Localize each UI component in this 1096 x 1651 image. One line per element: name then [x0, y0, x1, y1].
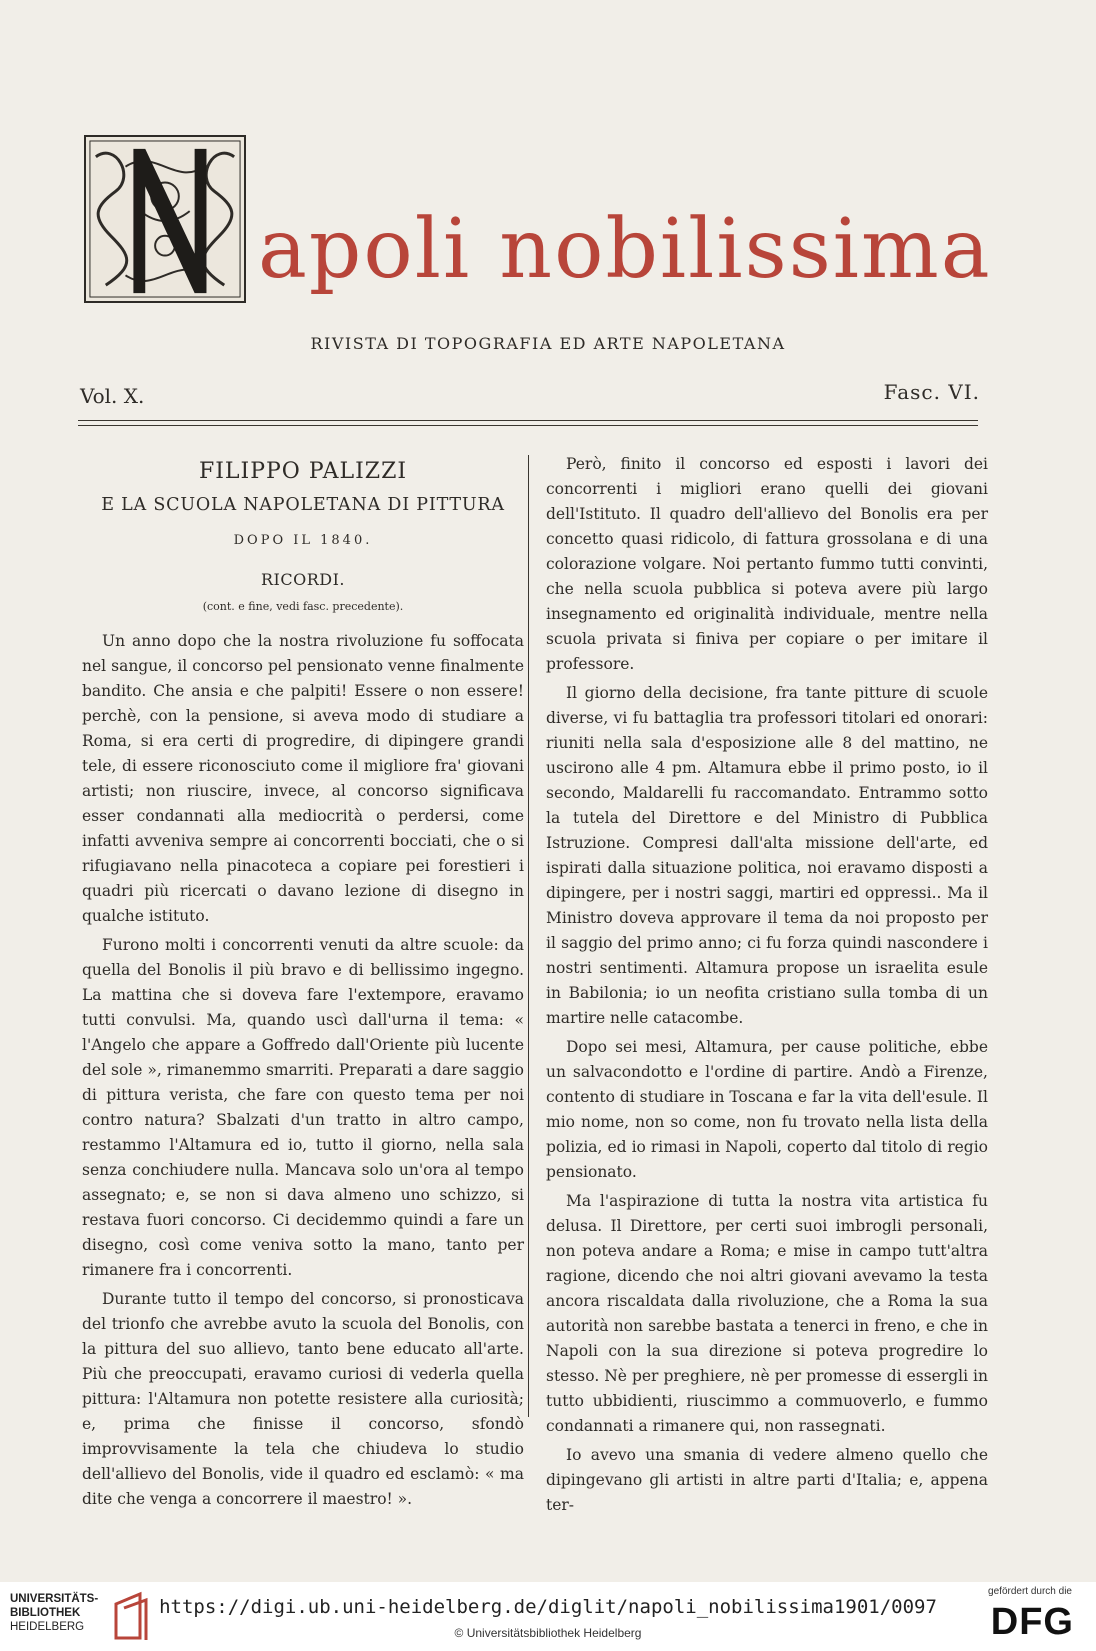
paragraph: Ma l'aspirazione di tutta la nostra vita artistica fu delusa. Il Direttore, per certi suoi imbrogli personali, non poteva andare a Roma; e mise in campo tutt'altra ragione, dicendo che noi altri giovani avevamo la testa ancora riscaldata dalla rivoluzione, che a Roma la sua autorità non sarebbe bastata a tenerci in freno, e che in Napoli con la sua direzione si poteva progredire lo stesso. Nè per preghiere, nè per promesse di essergli in tutto ubbidienti, riuscimmo a commuoverlo, e fummo condannati a rimanere qui, non rassegnati. [546, 1192, 988, 1435]
journal-title: apoli nobilissima [258, 202, 992, 297]
paragraph: Dopo sei mesi, Altamura, per cause politiche, ebbe un salvacondotto e l'ordine di partire. Andò a Firenze, contento di studiare in Toscana e far la vita dell'esule. Il mio nome, non so come, non fu trovato nella lista della polizia, ed io rimasi in Napoli, coperto dal titolo di regio pensionato. [546, 1038, 988, 1181]
article-subtitle: E LA SCUOLA NAPOLETANA DI PITTURA [101, 495, 505, 515]
left-column [82, 452, 524, 1516]
header-rule-bottom [78, 425, 978, 426]
institution-line: BIBLIOTHEK [10, 1607, 81, 1619]
institution-line: UNIVERSITÄTS- [10, 1593, 99, 1605]
article-date: DOPO IL 1840. [233, 533, 373, 548]
right-column [546, 452, 988, 1522]
decorated-initial-n [84, 135, 246, 303]
paragraph: Il giorno della decisione, fra tante pitture di scuole diverse, vi fu battaglia tra professori titolari ed onorari: riuniti nella sala d'esposizione alle 8 del mattino, ne uscirono alle 4 pm. Altamura ebbe il primo posto, io il secondo, Maldarelli fu raccomandato. Entrammo sotto la tutela del Direttore e del Ministro di Pubblica Istruzione. Compresi dall'alta missione dell'arte, ed ispirati dalla situazione politica, noi eravamo disposti a dipingere, per i nostri saggi, martiri ed oppressi.. Ma il Ministro doveva approvare il tema da noi proposto per il saggio del primo anno; ci fu forza quindi nascondere i nostri sentimenti. Altamura propose un israelita esule in Babilonia; io un neofita cristiano sulla tomba di un martire nelle catacombe. [546, 684, 988, 1027]
copyright-notice: © Universitätsbibliothek Heidelberg [454, 1626, 642, 1640]
volume-label: Vol. X. [80, 384, 145, 408]
institution-line: HEIDELBERG [10, 1621, 85, 1633]
funder-caption: gefördert durch die [988, 1586, 1072, 1597]
paragraph: Un anno dopo che la nostra rivoluzione fu soffocata nel sangue, il concorso pel pensionato venne finalmente bandito. Che ansia e che palpiti! Essere o non essere! perchè, con la pensione, si aveva modo di studiare a Roma, si era certi di progredire, di dipingere grandi tele, di essere riconosciuto come il migliore fra' giovani artisti; non riuscire, invece, al concorso significava esser condannati alla mediocrità o perdersi, come infatti avveniva sempre ai concorrenti bocciati, che o si rifugiavano nella pinacoteca a copiare pei forestieri i quadri più ricercati o davano lezione di disegno in qualche istituto. [82, 632, 524, 925]
paragraph: Furono molti i concorrenti venuti da altre scuole: da quella del Bonolis il più bravo e di bellissimo ingegno. La mattina che si doveva fare l'extempore, eravamo tutti convulsi. Ma, quando uscì dall'urna il tema: « l'Angelo che appare a Goffredo dall'Oriente più lucente del sole », rimanemmo smarriti. Preparati a dare saggio di pittura verista, che fare con questo tema per noi contro natura? Sbalzati d'un tratto in altro campo, restammo l'Altamura ed io, tutto il giorno, nella sala senza conchiudere nulla. Mancava solo un'ora al tempo assegnato; e, se non si dava almeno uno schizzo, si restava fuori concorso. Ci decidemmo quindi a fare un disegno, così come veniva sotto la mano, tanto per rimanere fra i concorrenti. [82, 936, 524, 1279]
article-section: RICORDI. [260, 570, 345, 589]
fascicle-label: Fasc. VI. [883, 380, 980, 404]
permalink-url[interactable]: https://digi.ub.uni-heidelberg.de/diglit/napoli_nobilissima1901/0097 [159, 1596, 937, 1618]
article-continuation-note: (cont. e fine, vedi fasc. precedente). [202, 600, 404, 613]
header-rule-top [78, 420, 978, 421]
column-divider [528, 455, 529, 1417]
paragraph: Durante tutto il tempo del concorso, si pronosticava del trionfo che avrebbe avuto la scuola del Bonolis, con la pittura del suo allievo, tanto bene educato all'arte. Più che preoccupati, eravamo curiosi di vederla quella pittura: l'Altamura non potette resistere alla curiosità; e, prima che finisse il concorso, sfondò improvvisamente la tela che chiudeva lo studio dell'allievo del Bonolis, vide il quadro ed esclamò: « ma dite che venga a concorrere il maestro! ». [82, 1290, 524, 1508]
ornament-illustration [86, 137, 244, 301]
footer-banner [0, 1582, 1096, 1651]
journal-subtitle: RIVISTA DI TOPOGRAFIA ED ARTE NAPOLETANA [310, 334, 786, 353]
paragraph: Però, finito il concorso ed esposti i lavori dei concorrenti i migliori erano quelli dei giovani dell'Istituto. Il quadro dell'allievo del Bonolis era per concetto quasi ridicolo, di fattura grossolana e di una colorazione volgare. Noi pertanto fummo tutti convinti, che nella scuola pubblica si poteva avere più largo insegnamento ed originalità individuale, mentre nella scuola privata si finiva per copiare o per imitare il professore. [546, 455, 988, 673]
article-title: FILIPPO PALIZZI [198, 459, 408, 484]
paragraph: Io avevo una smania di vedere almeno quello che dipingevano gli artisti in altre parti d'Italia; e, appena ter- [546, 1446, 988, 1514]
dfg-logo[interactable]: DFG [990, 1601, 1074, 1643]
